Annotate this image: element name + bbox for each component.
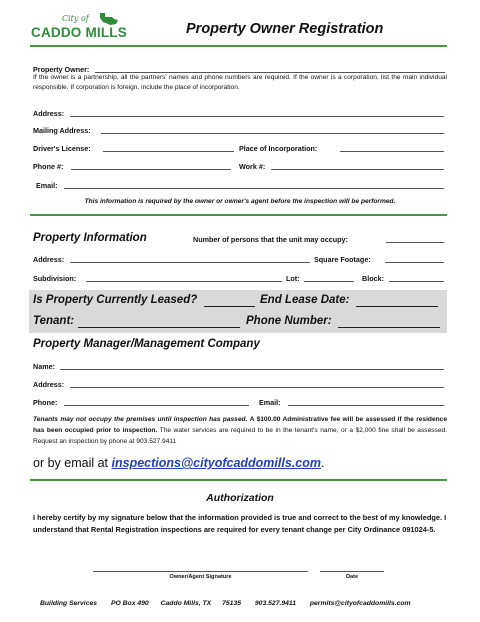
notice-rest: The water services are required to be in the tenant's name, or a $2,000 fine shall be assessed. Request an inspection by phone at 903.527.9411: [33, 427, 447, 445]
license-field[interactable]: [103, 151, 234, 152]
manager-name-field[interactable]: [60, 369, 444, 370]
property-address-label: Address:: [33, 255, 65, 264]
leased-field[interactable]: [204, 306, 255, 307]
email-suffix: .: [320, 456, 325, 470]
phone-label: Phone #:: [33, 162, 64, 171]
required-note: This information is required by the owner or owner's agent before the inspection will be performed.: [84, 198, 396, 205]
incorporation-field[interactable]: [340, 151, 444, 152]
footer-zip: 75135: [222, 600, 242, 607]
manager-address-label: Address:: [33, 380, 65, 389]
signature-field[interactable]: [93, 571, 308, 572]
signature-label: Owner/Agent Signature: [169, 574, 232, 580]
footer: [40, 600, 411, 607]
property-address-field[interactable]: [70, 262, 310, 263]
subdivision-label: Subdivision:: [33, 274, 77, 283]
end-lease-field[interactable]: [356, 306, 438, 307]
subdivision-field[interactable]: [86, 281, 282, 282]
manager-title: Property Manager/Management Company: [33, 338, 260, 350]
mailing-address-field[interactable]: [101, 133, 444, 134]
inspections-email-link[interactable]: inspections@cityofcaddomills.com: [111, 456, 321, 470]
manager-email-label: Email:: [259, 398, 281, 407]
tenant-phone-label: Phone Number:: [246, 315, 332, 327]
lot-field[interactable]: [304, 281, 354, 282]
email-line: [33, 456, 324, 470]
tenant-label: Tenant:: [33, 315, 75, 327]
email-prefix: or by email at: [33, 456, 112, 470]
authorization-title: Authorization: [206, 492, 274, 504]
divider-top: [30, 45, 447, 47]
mailing-address-label: Mailing Address:: [33, 126, 91, 135]
footer-email[interactable]: permits@cityofcaddomills.com: [309, 600, 411, 607]
owner-note: If the owner is a partnership, all the partners' names and phone numbers are required. If the owner is a corporation, list the main individual responsible. If corporation is foreign, include the place of incorporation.: [33, 74, 447, 91]
persons-label: Number of persons that the unit may occupy:: [193, 235, 348, 244]
logo-name: CADDO MILLS: [31, 25, 127, 40]
leased-label: Is Property Currently Leased?: [33, 294, 198, 306]
block-label: Block:: [362, 274, 384, 283]
owner-email-label: Email:: [36, 181, 58, 190]
manager-phone-field[interactable]: [64, 405, 249, 406]
lot-label: Lot:: [286, 274, 300, 283]
footer-city: Caddo Mills, TX: [160, 600, 212, 607]
footer-dept: Building Services: [40, 600, 98, 607]
date-field[interactable]: [320, 571, 384, 572]
owner-email-field[interactable]: [64, 188, 444, 189]
block-field[interactable]: [389, 281, 444, 282]
square-footage-field[interactable]: [385, 262, 444, 263]
divider-middle: [30, 214, 447, 216]
license-label: Driver's License:: [33, 144, 91, 153]
manager-email-field[interactable]: [288, 405, 444, 406]
end-lease-label: End Lease Date:: [260, 294, 350, 306]
owner-address-label: Address:: [33, 109, 65, 118]
authorization-text: I hereby certify by my signature below that the information provided is true and correct to the best of my knowledge. I understand that Rental Registration inspections are required for every tenant change per City Ordinance 091024-5.: [33, 513, 447, 535]
city-logo: [30, 12, 130, 42]
footer-phone: 903.527.9411: [254, 600, 296, 607]
manager-address-field[interactable]: [70, 387, 444, 388]
square-footage-label: Square Footage:: [314, 255, 371, 264]
tenant-phone-field[interactable]: [338, 327, 440, 328]
divider-auth: [30, 479, 447, 481]
incorporation-label: Place of Incorporation:: [239, 144, 318, 153]
notice-bold: Tenants may not occupy the premises until inspection has passed.: [33, 416, 248, 423]
owner-label: Property Owner:: [33, 65, 90, 74]
texas-star-icon: [94, 12, 120, 26]
work-label: Work #:: [239, 162, 266, 171]
notice-fee: A $100.00 Administrative fee will be assessed if the residence has been occupied prior to inspection.: [33, 416, 447, 434]
tenant-field[interactable]: [78, 327, 240, 328]
manager-phone-label: Phone:: [33, 398, 58, 407]
owner-address-field[interactable]: [70, 116, 444, 117]
work-field[interactable]: [271, 169, 444, 170]
manager-name-label: Name:: [33, 362, 55, 371]
footer-po: PO Box 490: [110, 600, 149, 607]
persons-field[interactable]: [386, 242, 444, 243]
phone-field[interactable]: [71, 169, 231, 170]
property-info-title: Property Information: [33, 232, 147, 244]
inspection-notice: [33, 414, 447, 447]
date-label: Date: [345, 574, 359, 580]
page-title: Property Owner Registration: [186, 21, 384, 37]
logo-script: City of: [62, 14, 89, 23]
